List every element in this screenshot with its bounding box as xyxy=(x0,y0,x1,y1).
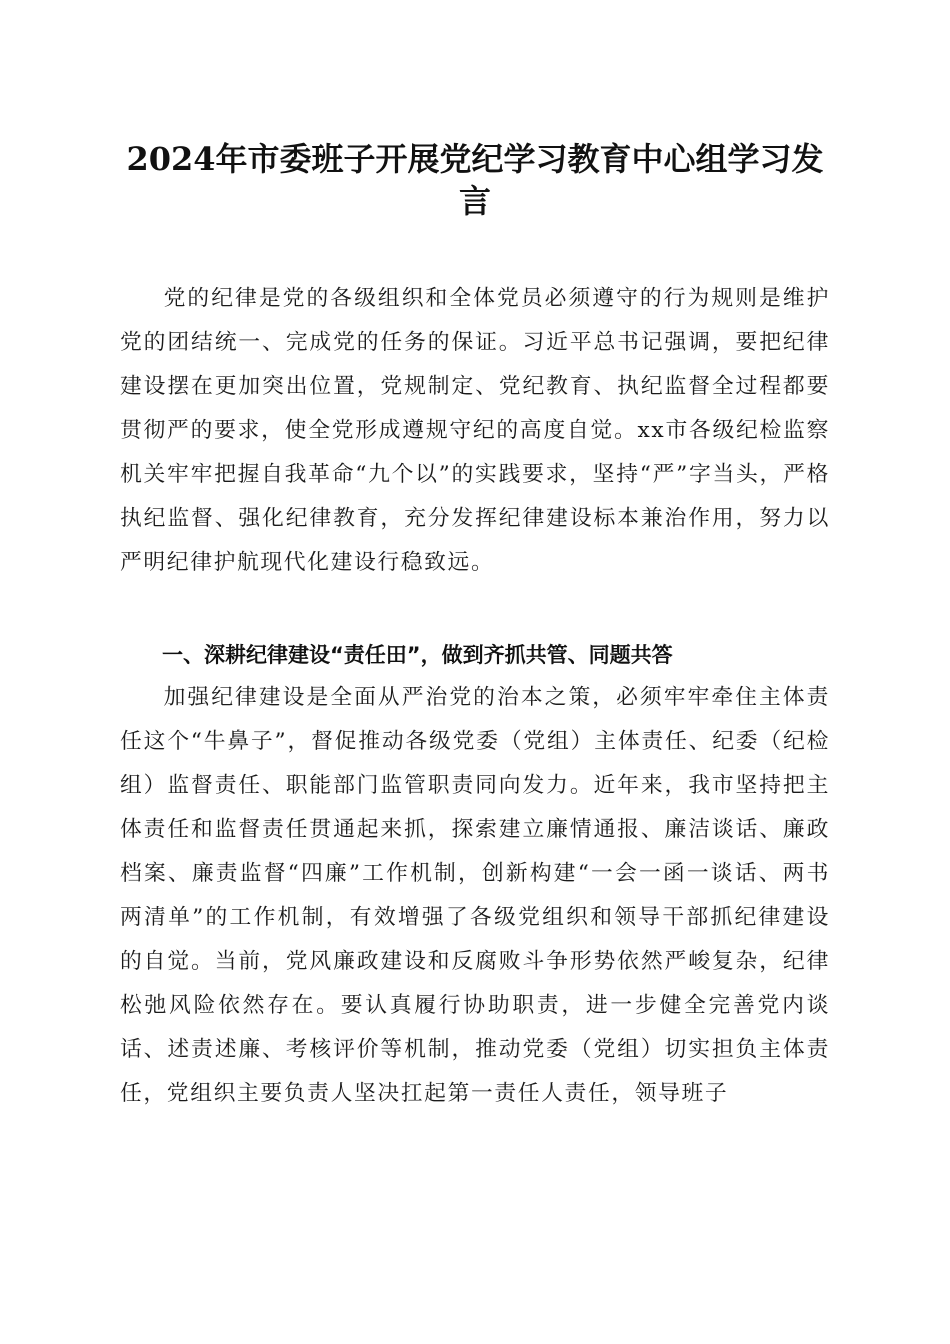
section-paragraph: 加强纪律建设是全面从严治党的治本之策，必须牢牢牵住主体责任这个“牛鼻子”，督促推动各级党委（党组）主体责任、纪委（纪检组）监督责任、职能部门监管职责同向发力。近年来，我市坚持把主体责任和监督责任贯通起来抓，探索建立廉情通报、廉洁谈话、廉政档案、廉责监督“四廉”工作机制，创新构建“一会一函一谈话、两书两清单”的工作机制，有效增强了各级党组织和领导干部抓纪律建设的自觉。当前，党风廉政建设和反腐败斗争形势依然严峻复杂，纪律松弛风险依然存在。要认真履行协助职责，进一步健全完善党内谈话、述责述廉、考核评价等机制，推动党委（党组）切实担负主体责任，党组织主要负责人坚决扛起第一责任人责任，领导班子 xyxy=(120,685,830,1106)
document-title: 2024年市委班子开展党纪学习教育中心组学习发言 xyxy=(126,140,824,220)
intro-paragraph: 党的纪律是党的各级组织和全体党员必须遵守的行为规则是维护党的团结统一、完成党的任务的保证。习近平总书记强调，要把纪律建设摆在更加突出位置，党规制定、党纪教育、执纪监督全过程都要贯彻严的要求，使全党形成遵规守纪的高度自觉。xx市各级纪检监察机关牢牢把握自我革命“九个以”的实践要求，坚持“严”字当头，严格执纪监督、强化纪律教育，充分发挥纪律建设标本兼治作用，努力以严明纪律护航现代化建设行稳致远。 xyxy=(120,286,830,575)
section-heading: 一、深耕纪律建设“责任田”，做到齐抓共管、同题共答 xyxy=(162,643,673,667)
